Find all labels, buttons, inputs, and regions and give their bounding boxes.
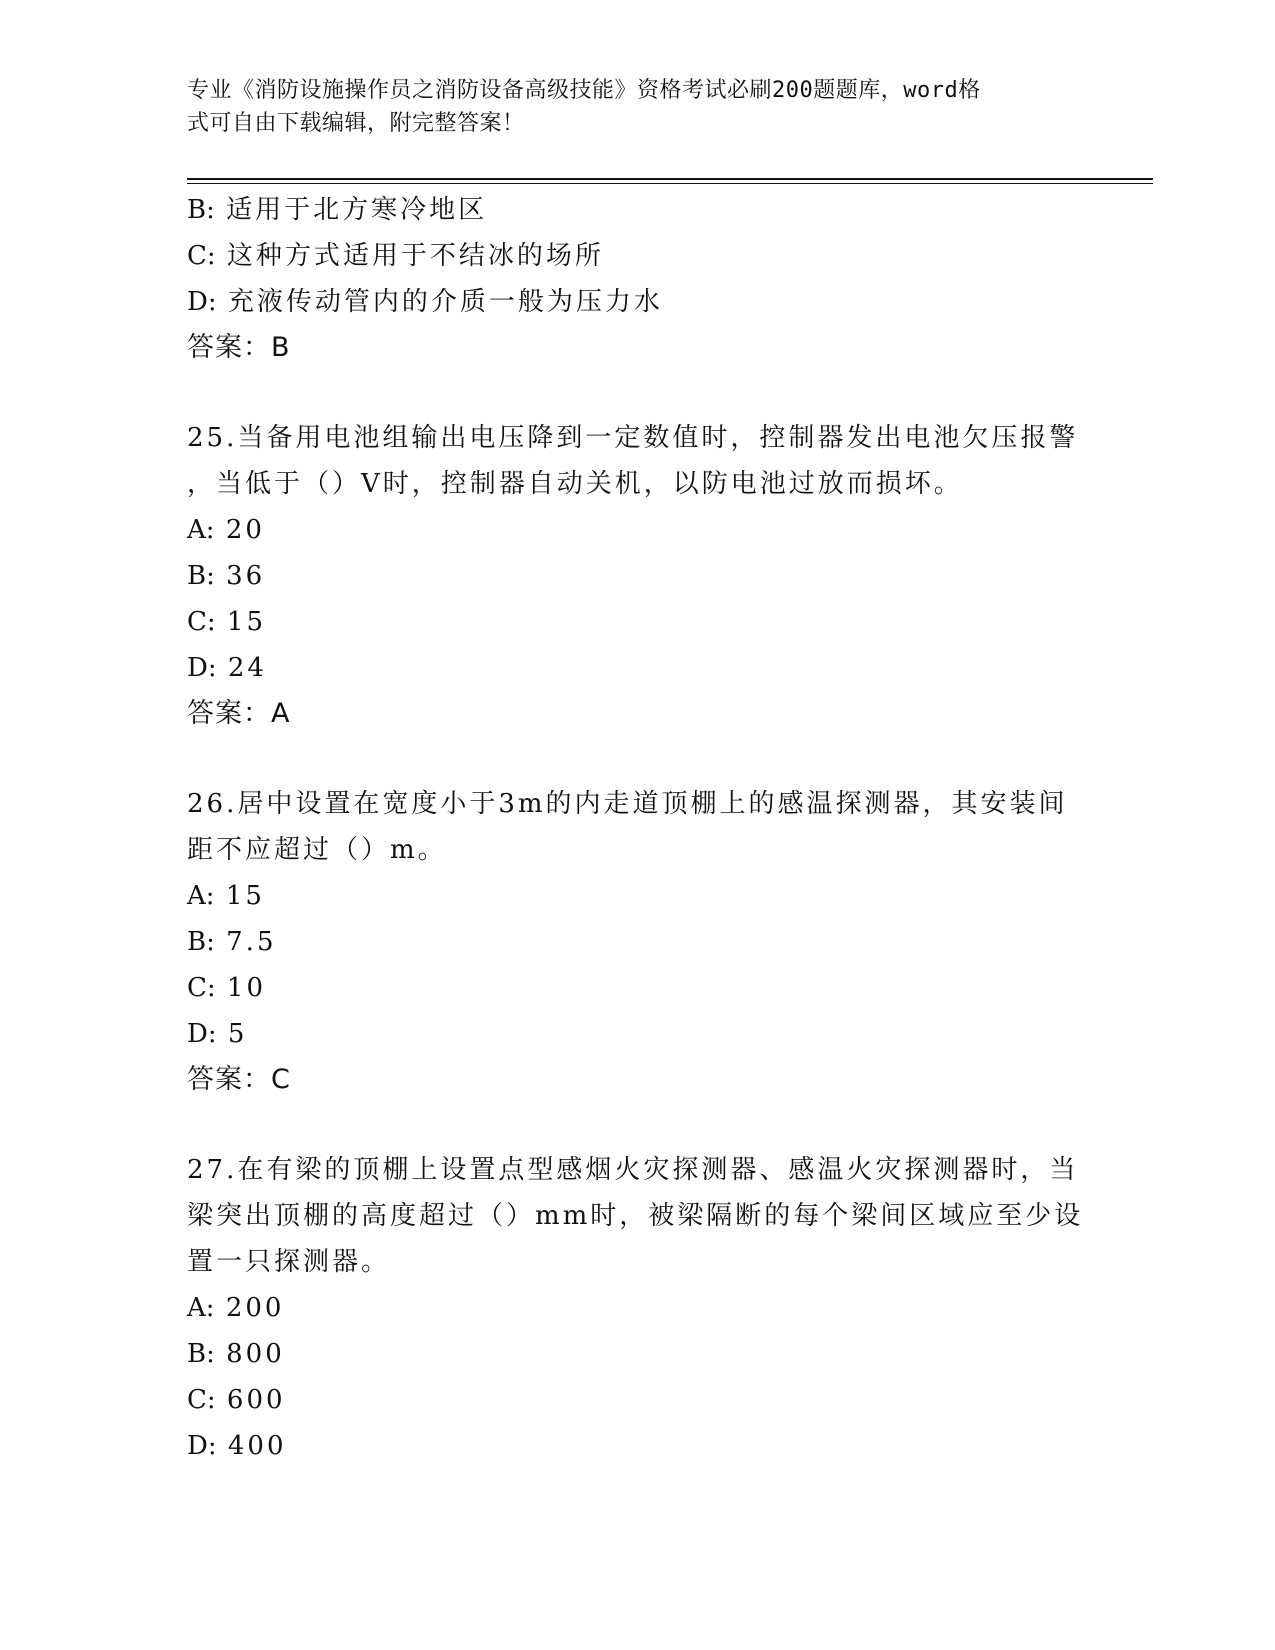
option-line: B: 适用于北方寒冷地区 xyxy=(187,195,488,225)
question-stem-line: 26.居中设置在宽度小于3m的内走道顶棚上的感温探测器，其安装间 xyxy=(187,789,1068,819)
question-stem-line: ，当低于（）V时，控制器自动关机，以防电池过放而损坏。 xyxy=(187,469,963,499)
option-line: B: 7.5 xyxy=(187,927,277,957)
question-stem-line: 梁突出顶棚的高度超过（）mm时，被梁隔断的每个梁间区域应至少设 xyxy=(187,1201,1084,1231)
question-stem-line: 27.在有梁的顶棚上设置点型感烟火灾探测器、感温火灾探测器时，当 xyxy=(187,1155,1079,1185)
header-line-2: 式可自由下载编辑，附完整答案！ xyxy=(187,111,525,136)
question-block-27 xyxy=(187,1147,1087,1469)
header-rule-thin xyxy=(187,183,1153,184)
header-line-1: 专业《消防设施操作员之消防设备高级技能》资格考试必刷200题题库，word格 xyxy=(187,78,981,103)
document-header xyxy=(187,74,1067,140)
header-rule-thick xyxy=(187,178,1153,180)
option-line: D: 24 xyxy=(187,653,267,683)
option-line: D: 充液传动管内的介质一般为压力水 xyxy=(187,287,663,317)
question-block-prev xyxy=(187,187,1087,371)
spacer xyxy=(187,1103,1087,1147)
question-stem-line: 置一只探测器。 xyxy=(187,1247,391,1277)
option-line: A: 15 xyxy=(187,881,265,911)
answer-line: 答案：C xyxy=(187,1064,291,1095)
option-line: D: 400 xyxy=(187,1431,287,1461)
question-list xyxy=(187,187,1087,1469)
answer-line: 答案：B xyxy=(187,332,291,363)
option-line: C: 这种方式适用于不结冰的场所 xyxy=(187,241,604,271)
spacer xyxy=(187,371,1087,415)
question-stem-line: 距不应超过（）m。 xyxy=(187,835,447,865)
answer-line: 答案：A xyxy=(187,698,291,729)
option-line: D: 5 xyxy=(187,1019,248,1049)
question-stem-line: 25.当备用电池组输出电压降到一定数值时，控制器发出电池欠压报警 xyxy=(187,423,1079,453)
option-line: C: 600 xyxy=(187,1385,286,1415)
option-line: B: 800 xyxy=(187,1339,285,1369)
option-line: A: 200 xyxy=(187,1293,285,1323)
question-block-26 xyxy=(187,781,1087,1103)
option-line: C: 15 xyxy=(187,607,267,637)
option-line: B: 36 xyxy=(187,561,266,591)
spacer xyxy=(187,737,1087,781)
option-line: A: 20 xyxy=(187,515,265,545)
option-line: C: 10 xyxy=(187,973,267,1003)
question-block-25 xyxy=(187,415,1087,737)
